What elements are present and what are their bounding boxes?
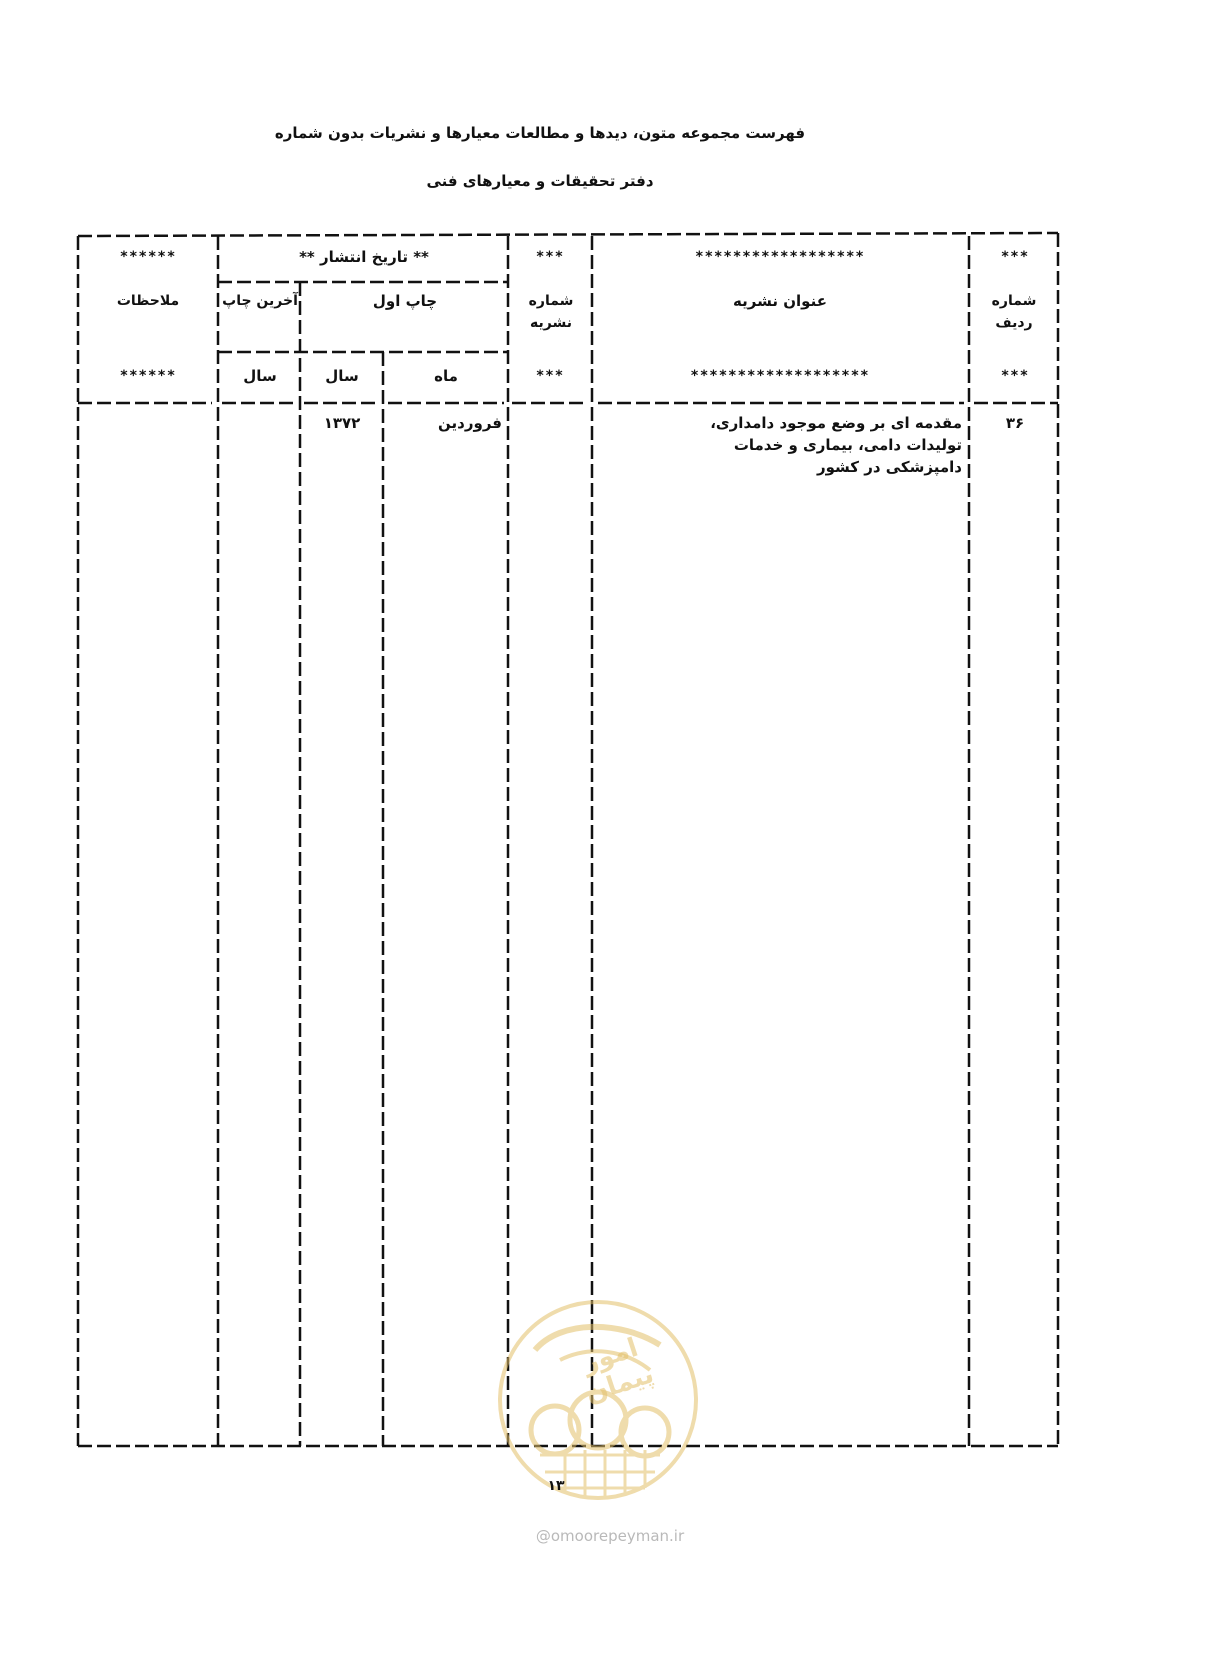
- subheader-month: ماه: [434, 367, 458, 385]
- marker-issue-bottom: ***: [535, 368, 565, 384]
- header-first-print: چاپ اول: [372, 292, 438, 310]
- header-last-print: آخرین چاپ: [222, 293, 298, 309]
- subheader-year-first: سال: [325, 367, 359, 385]
- marker-issue-top: ***: [535, 249, 565, 265]
- marker-row-no-bottom: ***: [1000, 368, 1030, 384]
- row-title-line: مقدمه ای بر وضع موجود دامداری،: [710, 414, 962, 432]
- publication-date-header: ** تاریخ انتشار **: [299, 248, 429, 266]
- document-heading: فهرست مجموعه متون، دیدها و مطالعات معیارها و نشریات بدون شماره: [274, 124, 806, 142]
- document-subheading: دفتر تحقیقات و معیارهای فنی: [426, 172, 654, 190]
- page-number: ۱۳: [547, 1478, 565, 1494]
- row-year: ۱۳۷۲: [323, 414, 361, 432]
- marker-remarks-bottom: ******: [119, 368, 177, 384]
- header-row-no: شماره ردیف: [991, 293, 1037, 331]
- watermark-url: @omoorepeyman.ir: [535, 1527, 685, 1545]
- marker-title-top: ******************: [695, 249, 865, 265]
- row-title-line: دامپزشکی در کشور: [816, 458, 962, 476]
- header-issue-no: شماره نشریه: [528, 293, 574, 331]
- subheader-year-last: سال: [243, 367, 277, 385]
- table-row: [600, 412, 962, 478]
- watermark-text: امور پیمان: [578, 1332, 658, 1410]
- header-remarks: ملاحظات: [116, 293, 180, 309]
- marker-title-bottom: *******************: [690, 368, 870, 384]
- marker-row-no-top: ***: [1000, 249, 1030, 265]
- row-month: فروردین: [438, 414, 502, 432]
- header-title: عنوان نشریه: [733, 292, 827, 310]
- marker-remarks-top: ******: [119, 249, 177, 265]
- row-number: ۳۶: [1005, 414, 1025, 432]
- row-title-line: تولیدات دامی، بیماری و خدمات: [733, 436, 962, 454]
